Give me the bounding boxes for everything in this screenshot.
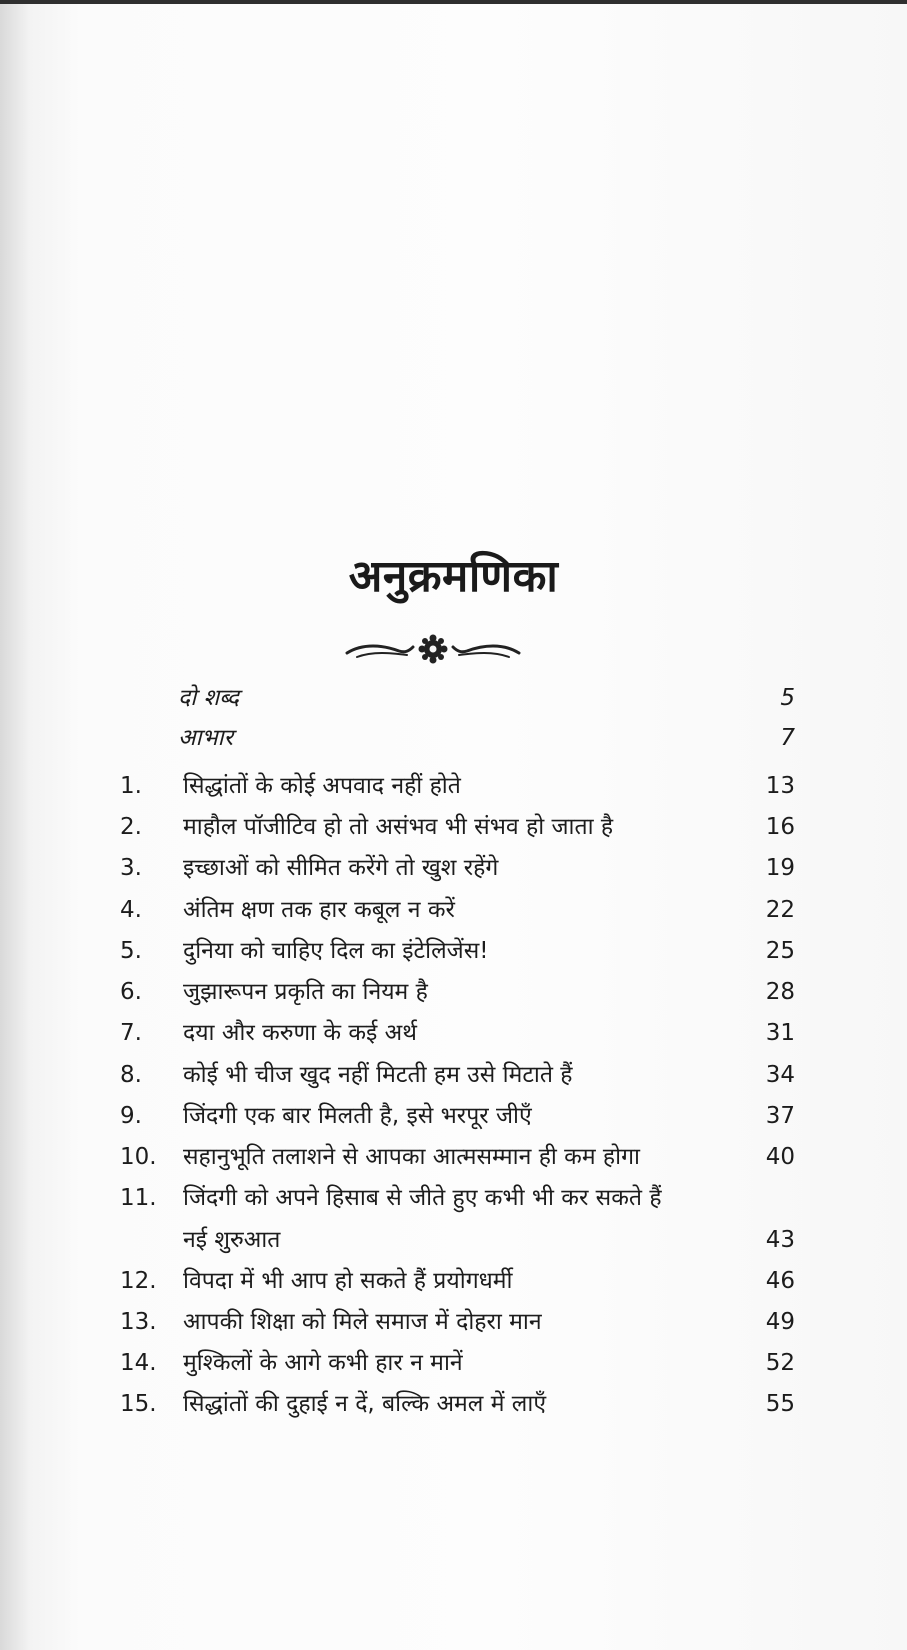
toc-entry-number: 5. <box>120 938 142 964</box>
toc-entry-title: सहानुभूति तलाशने से आपका आत्मसम्मान ही कम होगा <box>183 1144 640 1170</box>
toc-entry-page: 40 <box>765 1144 795 1170</box>
toc-entry-number: 1. <box>120 773 142 799</box>
toc-entry-page: 16 <box>765 814 795 840</box>
toc-entry-page: 5 <box>780 685 795 711</box>
toc-entry-title: आभार <box>178 725 234 751</box>
toc-entry-title: सिद्धांतों के कोई अपवाद नहीं होते <box>183 773 461 799</box>
toc-entry-title: जिंदगी एक बार मिलती है, इसे भरपूर जीएँ <box>183 1103 532 1129</box>
toc-entry-title: आपकी शिक्षा को मिले समाज में दोहरा मान <box>183 1309 542 1335</box>
toc-entry-number: 11. <box>120 1185 157 1211</box>
toc-entry-page: 49 <box>765 1309 795 1335</box>
toc-entry-number: 4. <box>120 897 142 923</box>
toc-entry-page: 25 <box>765 938 795 964</box>
toc-entry-page: 22 <box>765 897 795 923</box>
toc-entry-number: 2. <box>120 814 142 840</box>
toc-entry-page: 34 <box>765 1062 795 1088</box>
toc-entry-title: इच्छाओं को सीमित करेंगे तो खुश रहेंगे <box>183 855 499 881</box>
toc-entry-page: 52 <box>765 1350 795 1376</box>
toc-entry-title: दो शब्द <box>178 685 239 711</box>
toc-entry-title: जुझारूपन प्रकृति का नियम है <box>183 979 428 1005</box>
toc-entry-title: दुनिया को चाहिए दिल का इंटेलिजेंस! <box>183 938 489 964</box>
toc-entry-title: कोई भी चीज खुद नहीं मिटती हम उसे मिटाते हैं <box>183 1062 573 1088</box>
toc-entry-title: अंतिम क्षण तक हार कबूल न करें <box>183 897 455 923</box>
toc-entry-number: 6. <box>120 979 142 1005</box>
toc-entry-number: 8. <box>120 1062 142 1088</box>
toc-entry-title: मुश्किलों के आगे कभी हार न मानें <box>183 1350 463 1376</box>
toc-entry-page: 7 <box>780 725 795 751</box>
toc-entry-title: माहौल पॉजीटिव हो तो असंभव भी संभव हो जाता है <box>183 814 614 840</box>
toc-entry-number: 9. <box>120 1103 142 1129</box>
toc-entry-number: 3. <box>120 855 142 881</box>
toc-entry-page: 31 <box>765 1020 795 1046</box>
toc-entry-page: 37 <box>765 1103 795 1129</box>
page-title: अनुक्रमणिका <box>348 551 559 602</box>
toc-entry-title: दया और करुणा के कई अर्थ <box>183 1020 417 1046</box>
toc-entry-title: विपदा में भी आप हो सकते हैं प्रयोगधर्मी <box>183 1268 513 1294</box>
toc-entry-number: 7. <box>120 1020 142 1046</box>
toc-entry-title: जिंदगी को अपने हिसाब से जीते हुए कभी भी कर सकते हैं <box>183 1185 662 1211</box>
toc-entry-page: 28 <box>765 979 795 1005</box>
toc-entry-number: 14. <box>120 1350 157 1376</box>
toc-entry-page: 43 <box>765 1227 795 1253</box>
toc-entry-title-continued: नई शुरुआत <box>183 1227 281 1253</box>
toc-entry-number: 12. <box>120 1268 157 1294</box>
toc-entry-number: 10. <box>120 1144 157 1170</box>
toc-entry-page: 19 <box>765 855 795 881</box>
flourish-ornament-icon <box>343 629 523 669</box>
toc-entry-page: 46 <box>765 1268 795 1294</box>
toc-entry-page: 55 <box>765 1391 795 1417</box>
toc-entry-page: 13 <box>765 773 795 799</box>
toc-entry-number: 15. <box>120 1391 157 1417</box>
toc-entry-number: 13. <box>120 1309 157 1335</box>
toc-entry-title: सिद्धांतों की दुहाई न दें, बल्कि अमल में लाएँ <box>183 1391 547 1417</box>
